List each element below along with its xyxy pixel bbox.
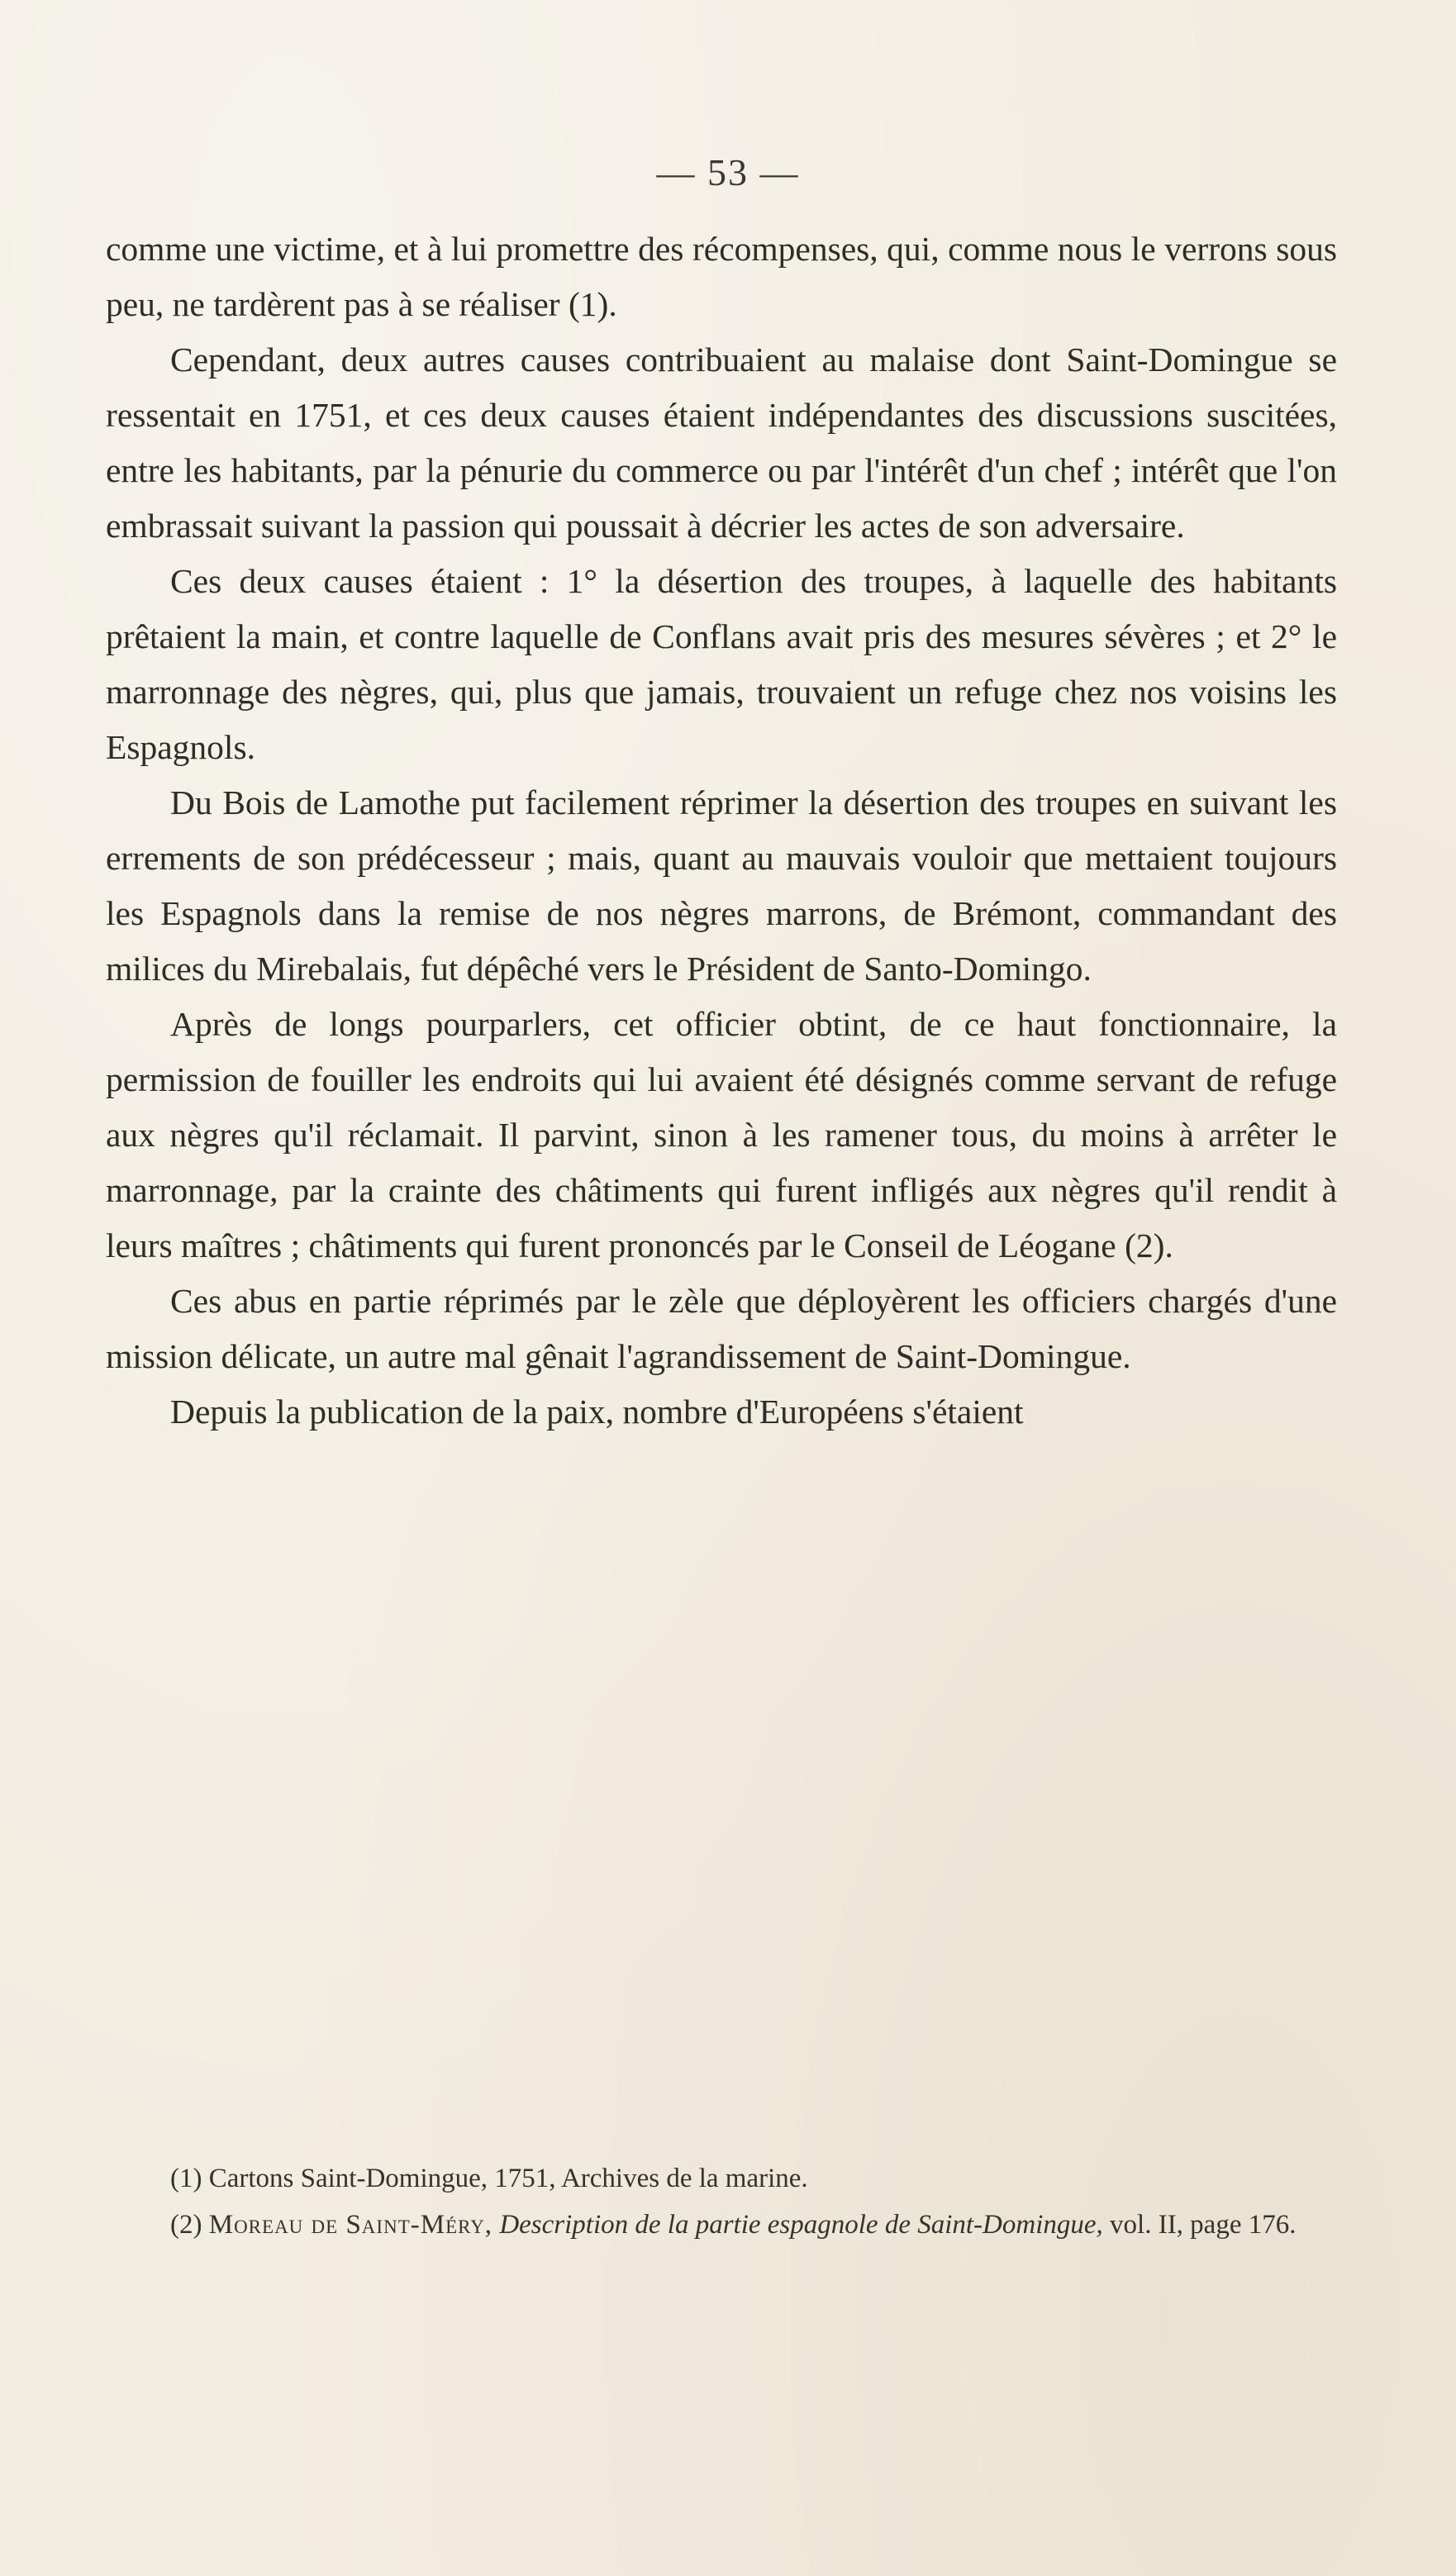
footnote-1-text: Cartons Saint-Domingue, 1751, Archives de la marine. [208,2164,808,2193]
paragraph-1: comme une victime, et à lui promettre des récompenses, qui, comme nous le verrons sous peu, ne tardèrent pas à se réaliser (1). [106,230,1337,323]
paragraph-5: Après de longs pourparlers, cet officier obtint, de ce haut fonctionnaire, la permission de fouiller les endroits qui lui avaient été désignés comme servant de refuge aux nègres qu'il réclamait. Il parvint, sinon à les ramener tous, du moins à arrêter le marronnage, par la crainte des châtiments qui furent infligés aux nègres qu'il rendit à leurs maîtres ; châtiments qui furent prononcés par le Conseil de Léogane (2). [106,1005,1337,1264]
paragraph-7: Depuis la publication de la paix, nombre d'Européens s'étaient [170,1393,1024,1431]
paragraph-3: Ces deux causes étaient : 1° la désertion des troupes, à laquelle des habitants prêtaient la main, et contre laquelle de Conflans avait pris des mesures sévères ; et 2° le marronnage des nègres, qui, plus que jamais, trouvaient un refuge chez nos voisins les Espagnols. [106,562,1337,766]
paragraph-6: Ces abus en partie réprimés par le zèle que déployèrent les officiers chargés d'une mission délicate, un autre mal gênait l'agrandissement de Saint-Domingue. [106,1282,1337,1375]
paragraph-2: Cependant, deux autres causes contribuaient au malaise dont Saint-Domingue se ressentait en 1751, et ces deux causes étaient indépendantes des discussions suscitées, entre les habitants, par la pénurie du commerce ou par l'intérêt d'un chef ; intérêt que l'on embrassait suivant la passion qui poussait à décrier les actes de son adversaire. [106,340,1337,545]
main-text [106,221,1337,1440]
footnote-2-title: Description de la partie espagnole de Saint-Domingue, [499,2210,1103,2240]
paragraph-4: Du Bois de Lamothe put facilement réprimer la désertion des troupes en suivant les errements de son prédécesseur ; mais, quant au mauvais vouloir que mettaient toujours les Espagnols dans la remise de nos nègres marrons, de Brémont, commandant des milices du Mirebalais, fut dépêché vers le Président de Santo-Domingo. [106,783,1337,988]
footnote-1-marker: (1) [170,2164,202,2193]
footnote-2-marker: (2) [170,2210,202,2240]
footnote-2-rest: vol. II, page 176. [1110,2210,1297,2240]
footnote-1 [106,2157,1337,2200]
page-number: — 53 — [656,151,800,193]
footnote-2 [106,2203,1337,2246]
footnote-2-author: Moreau de Saint-Méry, [208,2210,493,2240]
footnotes [106,2157,1337,2250]
